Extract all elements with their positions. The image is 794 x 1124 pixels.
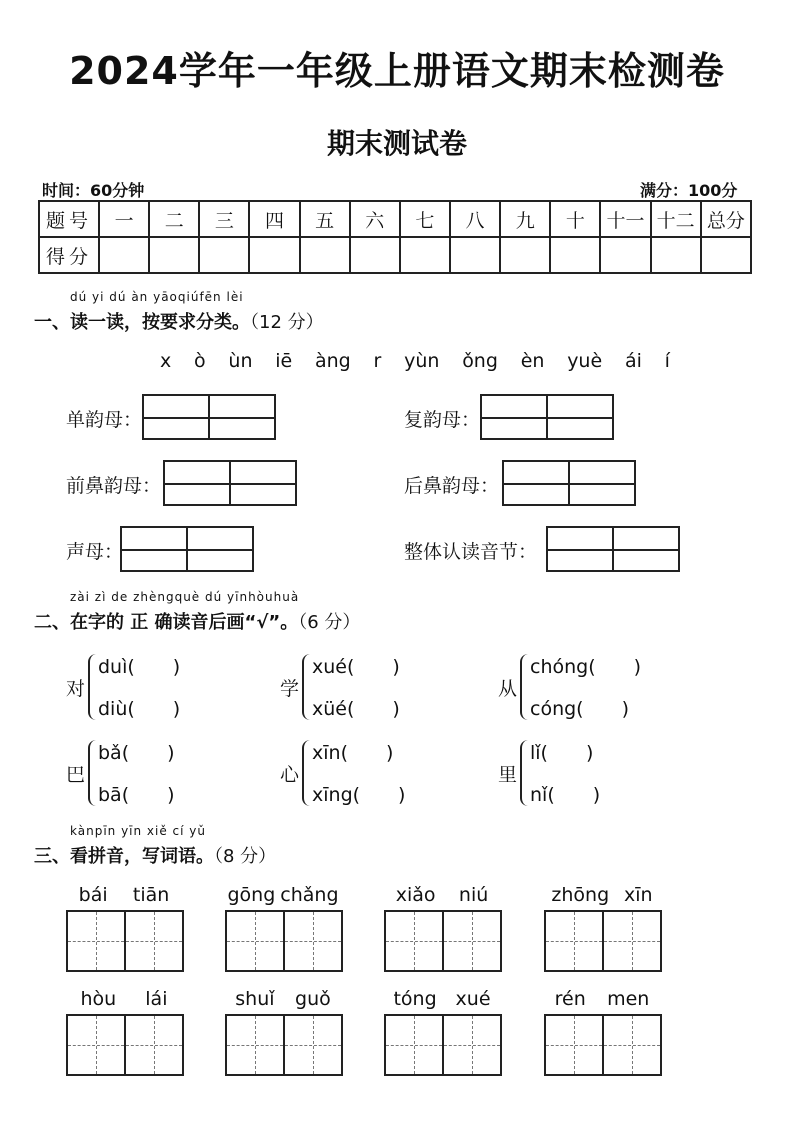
letter: àng bbox=[315, 350, 351, 372]
compound-finals-answer-box[interactable] bbox=[480, 394, 614, 440]
single-finals-answer-box[interactable] bbox=[142, 394, 276, 440]
score-col-8: 八 bbox=[450, 201, 500, 237]
section2-points: （6 分） bbox=[298, 612, 361, 633]
word-pinyin bbox=[544, 988, 660, 1010]
letter: yùn bbox=[404, 350, 440, 372]
back-nasal-answer-box[interactable] bbox=[502, 460, 636, 506]
section1-heading bbox=[34, 308, 324, 334]
syllable: guǒ bbox=[295, 988, 331, 1010]
choice-char: 对 bbox=[66, 678, 86, 700]
choice-option[interactable]: xüé( ) bbox=[312, 698, 400, 720]
whole-syllables-answer-box[interactable] bbox=[546, 526, 680, 572]
word-pinyin bbox=[66, 884, 182, 906]
word-item bbox=[544, 988, 662, 1076]
syllable: bái bbox=[78, 884, 108, 906]
letter: x bbox=[160, 350, 172, 372]
word-pinyin bbox=[225, 884, 341, 906]
score-col-12: 十二 bbox=[651, 201, 701, 237]
back-nasal-label: 后鼻韵母： bbox=[404, 475, 500, 497]
front-nasal-answer-box[interactable] bbox=[163, 460, 297, 506]
syllable: xué bbox=[455, 988, 491, 1010]
word-pinyin bbox=[225, 988, 341, 1010]
word-item bbox=[66, 988, 184, 1076]
score-cell[interactable] bbox=[450, 237, 500, 273]
whole-syllables-label: 整体认读音节： bbox=[404, 541, 538, 563]
compound-finals-label: 复韵母： bbox=[404, 409, 481, 431]
section2-pinyin: zài zì de zhèngquè dú yīnhòuhuà bbox=[70, 590, 300, 604]
syllable: xiǎo bbox=[395, 884, 436, 906]
word-pinyin bbox=[384, 884, 500, 906]
single-finals-label: 单韵母： bbox=[66, 409, 143, 431]
writing-grid[interactable] bbox=[225, 1014, 343, 1076]
syllable: tóng bbox=[393, 988, 437, 1010]
section1-points: （12 分） bbox=[250, 312, 324, 333]
choice-char: 心 bbox=[280, 764, 300, 786]
section3-heading bbox=[34, 842, 276, 868]
score-col-1: 一 bbox=[99, 201, 149, 237]
syllable: chǎng bbox=[280, 884, 339, 906]
syllable: tiān bbox=[132, 884, 170, 906]
score-col-10: 十 bbox=[550, 201, 600, 237]
section1-letters bbox=[160, 350, 670, 372]
syllable: zhōng bbox=[551, 884, 610, 906]
section1-title: 一、读一读，按要求分类。 bbox=[34, 312, 250, 333]
score-cell[interactable] bbox=[99, 237, 149, 273]
brace-icon bbox=[88, 740, 98, 806]
section2-title: 二、在字的 正 确读音后画“√”。 bbox=[34, 612, 299, 633]
syllable: xīn bbox=[623, 884, 653, 906]
choice-char: 从 bbox=[498, 678, 518, 700]
score-cell[interactable] bbox=[500, 237, 550, 273]
score-table-score-row bbox=[39, 237, 751, 273]
score-col-9: 九 bbox=[500, 201, 550, 237]
choice-option[interactable]: chóng( ) bbox=[530, 656, 642, 678]
score-cell[interactable] bbox=[350, 237, 400, 273]
section3-points: （8 分） bbox=[214, 846, 277, 867]
letter: ùn bbox=[228, 350, 253, 372]
score-cell[interactable] bbox=[199, 237, 249, 273]
letter: r bbox=[373, 350, 382, 372]
score-col-4: 四 bbox=[249, 201, 299, 237]
score-table-row2-label: 得分 bbox=[39, 237, 99, 273]
score-cell[interactable] bbox=[600, 237, 650, 273]
letter: ái bbox=[624, 350, 642, 372]
choice-option[interactable]: diù( ) bbox=[98, 698, 181, 720]
exam-title: 2024学年一年级上册语文期末检测卷 bbox=[69, 49, 725, 93]
syllable: niú bbox=[458, 884, 489, 906]
word-pinyin bbox=[66, 988, 182, 1010]
exam-subtitle: 期末测试卷 bbox=[326, 127, 467, 160]
letter: ò bbox=[194, 350, 206, 372]
writing-grid[interactable] bbox=[225, 910, 343, 972]
score-col-2: 二 bbox=[149, 201, 199, 237]
writing-grid[interactable] bbox=[66, 910, 184, 972]
score-col-11: 十一 bbox=[600, 201, 650, 237]
word-item bbox=[225, 884, 343, 972]
word-pinyin bbox=[384, 988, 500, 1010]
word-item bbox=[544, 884, 662, 972]
letter: iē bbox=[275, 350, 293, 372]
word-item bbox=[66, 884, 184, 972]
score-col-3: 三 bbox=[199, 201, 249, 237]
choice-option[interactable]: cóng( ) bbox=[530, 698, 629, 720]
section2-heading bbox=[34, 608, 360, 634]
brace-icon bbox=[520, 740, 530, 806]
writing-grid[interactable] bbox=[384, 1014, 502, 1076]
exam-full-score: 满分：100分 bbox=[640, 181, 738, 200]
syllable: rén bbox=[554, 988, 586, 1010]
score-cell[interactable] bbox=[149, 237, 199, 273]
choice-option[interactable]: lǐ( ) bbox=[530, 742, 594, 764]
score-cell[interactable] bbox=[249, 237, 299, 273]
syllable: gōng bbox=[227, 884, 276, 906]
choice-option[interactable]: bā( ) bbox=[98, 784, 175, 806]
syllable: hòu bbox=[80, 988, 117, 1010]
score-table bbox=[38, 200, 752, 274]
section1-pinyin: dú yi dú àn yāoqiúfēn lèi bbox=[70, 290, 244, 304]
writing-grid[interactable] bbox=[66, 1014, 184, 1076]
section3-title: 三、看拼音，写词语。 bbox=[34, 846, 214, 867]
score-cell[interactable] bbox=[550, 237, 600, 273]
word-item bbox=[225, 988, 343, 1076]
score-cell[interactable] bbox=[651, 237, 701, 273]
choice-option[interactable]: xīng( ) bbox=[312, 784, 406, 806]
score-cell[interactable] bbox=[300, 237, 350, 273]
score-cell[interactable] bbox=[400, 237, 450, 273]
initials-answer-box[interactable] bbox=[120, 526, 254, 572]
syllable: lái bbox=[145, 988, 168, 1010]
choice-char: 巴 bbox=[66, 764, 86, 786]
choice-option[interactable]: bǎ( ) bbox=[98, 742, 175, 764]
score-table-header-row bbox=[39, 201, 751, 237]
letter: í bbox=[664, 350, 670, 372]
score-col-6: 六 bbox=[350, 201, 400, 237]
score-col-5: 五 bbox=[300, 201, 350, 237]
letter: èn bbox=[520, 350, 545, 372]
brace-icon bbox=[302, 654, 312, 720]
syllable: men bbox=[607, 988, 650, 1010]
brace-icon bbox=[520, 654, 530, 720]
front-nasal-label: 前鼻韵母： bbox=[66, 475, 162, 497]
word-pinyin bbox=[544, 884, 660, 906]
letter: yuè bbox=[567, 350, 603, 372]
choice-option[interactable]: nǐ( ) bbox=[530, 784, 601, 806]
writing-grid[interactable] bbox=[384, 910, 502, 972]
exam-time: 时间：60分钟 bbox=[42, 181, 145, 200]
score-col-7: 七 bbox=[400, 201, 450, 237]
choice-option[interactable]: xīn( ) bbox=[312, 742, 394, 764]
choice-option[interactable]: duì( ) bbox=[98, 656, 181, 678]
brace-icon bbox=[88, 654, 98, 720]
initials-label: 声母： bbox=[66, 541, 124, 563]
letter: ǒng bbox=[462, 350, 498, 372]
syllable: shuǐ bbox=[235, 988, 275, 1010]
score-table-row1-label: 题号 bbox=[39, 201, 99, 237]
score-col-total: 总分 bbox=[701, 201, 751, 237]
brace-icon bbox=[302, 740, 312, 806]
choice-option[interactable]: xué( ) bbox=[312, 656, 400, 678]
choice-char: 学 bbox=[280, 678, 300, 700]
writing-grid[interactable] bbox=[544, 910, 662, 972]
writing-grid[interactable] bbox=[544, 1014, 662, 1076]
word-item bbox=[384, 988, 502, 1076]
score-cell[interactable] bbox=[701, 237, 751, 273]
section3-pinyin: kànpīn yīn xiě cí yǔ bbox=[70, 824, 207, 838]
word-item bbox=[384, 884, 502, 972]
choice-char: 里 bbox=[498, 764, 518, 786]
